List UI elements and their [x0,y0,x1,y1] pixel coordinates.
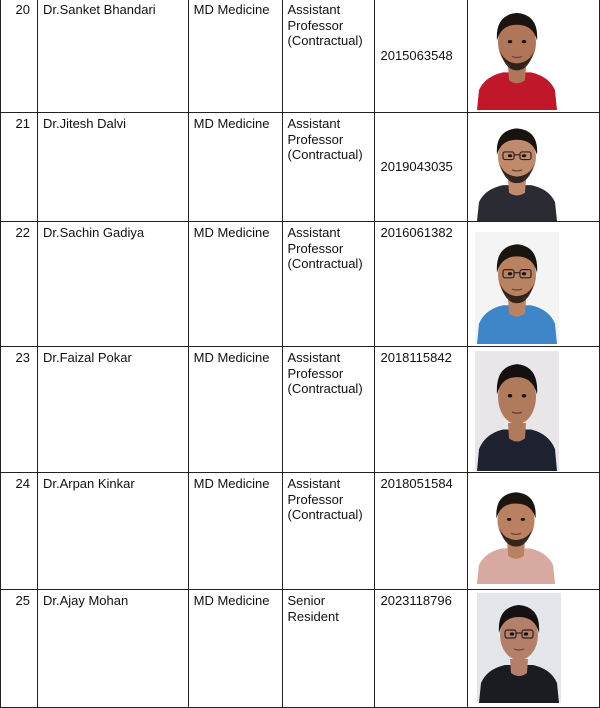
photo-cell [468,0,600,113]
qualification [188,590,282,708]
designation-line: Assistant [287,476,341,491]
portrait-photo [475,351,559,471]
registration-number [375,347,468,473]
serial-number-text: 23 [15,350,30,365]
designation-line: (Contractual) [287,256,363,271]
photo-cell [468,222,600,347]
registration-number-text: 2018051584 [380,476,453,491]
table-row [1,0,600,113]
designation-line: (Contractual) [287,381,363,396]
qualification-text: MD Medicine [193,350,270,365]
qualification [188,0,282,113]
serial-number-text: 24 [15,476,30,491]
doctor-name-text: Dr.Ajay Mohan [42,593,129,608]
table-row [1,590,600,708]
serial-number [1,347,38,473]
designation [282,0,375,113]
serial-number [1,113,38,222]
designation-line: Assistant [287,2,341,17]
serial-number [1,222,38,347]
photo-cell [468,590,600,708]
photo-cell [468,347,600,473]
doctor-name-text: Dr.Sanket Bhandari [42,2,156,17]
doctor-name-text: Dr.Arpan Kinkar [42,476,135,491]
designation [282,473,375,590]
designation-line: (Contractual) [287,147,363,162]
qualification [188,222,282,347]
qualification [188,113,282,222]
designation-line: Assistant [287,225,341,240]
designation-line: Professor [287,17,344,33]
qualification-text: MD Medicine [193,225,270,240]
designation-line: (Contractual) [287,33,363,48]
doctor-name [37,113,188,222]
registration-number [375,0,468,113]
registration-number [375,473,468,590]
qualification [188,473,282,590]
doctor-name-text: Dr.Jitesh Dalvi [42,116,127,131]
doctor-name [37,347,188,473]
serial-number [1,0,38,113]
photo-cell [468,473,600,590]
designation [282,347,375,473]
designation-line: Senior [287,593,326,608]
registration-number-text: 2023118796 [380,593,452,608]
portrait-photo [475,117,559,221]
designation-line: Professor [287,131,344,147]
doctor-name [37,590,188,708]
registration-number-text: 2018115842 [380,350,452,365]
qualification-text: MD Medicine [193,593,270,608]
designation-line: Professor [287,365,344,381]
portrait-photo [477,593,561,703]
designation [282,222,375,347]
portrait-photo [475,232,559,344]
designation-line: (Contractual) [287,507,363,522]
designation-line: Assistant [287,116,341,131]
qualification [188,347,282,473]
designation-line: Professor [287,240,344,256]
table-row [1,347,600,473]
doctor-name-text: Dr.Sachin Gadiya [42,225,145,240]
designation [282,113,375,222]
registration-number [375,113,468,222]
designation-line: Professor [287,491,344,507]
qualification-text: MD Medicine [193,116,270,131]
designation-line: Resident [287,608,339,624]
serial-number-text: 21 [15,116,30,131]
doctor-name [37,473,188,590]
registration-number [375,222,468,347]
qualification-text: MD Medicine [193,2,270,17]
registration-number-text: 2019043035 [380,159,453,175]
doctor-name [37,0,188,113]
qualification-text: MD Medicine [193,476,270,491]
portrait-photo [475,1,559,110]
table-row [1,113,600,222]
doctor-name [37,222,188,347]
table-row [1,222,600,347]
serial-number-text: 25 [15,593,30,608]
registration-number-text: 2015063548 [380,47,453,63]
serial-number [1,590,38,708]
table-row [1,473,600,590]
serial-number [1,473,38,590]
photo-cell [468,113,600,222]
registration-number [375,590,468,708]
designation-line: Assistant [287,350,341,365]
portrait-photo [475,481,557,584]
doctor-name-text: Dr.Faizal Pokar [42,350,132,365]
serial-number-text: 20 [15,2,30,17]
registration-number-text: 2016061382 [380,225,453,240]
designation [282,590,375,708]
serial-number-text: 22 [15,225,30,240]
